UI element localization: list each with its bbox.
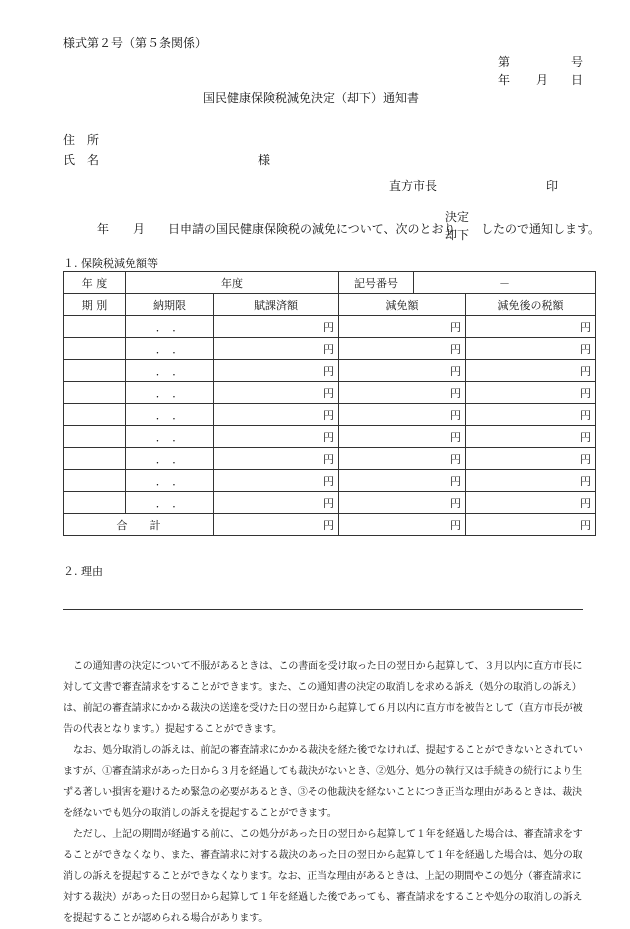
due-date-cell[interactable]: ． ． <box>126 448 214 470</box>
after-reduction-cell[interactable]: 円 <box>466 470 596 492</box>
mayor-title: 直方市長 <box>389 179 438 193</box>
table-row <box>64 338 596 360</box>
reduction-amount-cell[interactable]: 円 <box>339 470 466 492</box>
assessed-amount-cell[interactable]: 円 <box>214 338 339 360</box>
intro-month: 月 <box>133 222 146 236</box>
assessed-amount-cell[interactable]: 円 <box>214 470 339 492</box>
total-after[interactable]: 円 <box>466 514 596 536</box>
date-day: 日 <box>571 73 584 87</box>
table-row <box>64 426 596 448</box>
table-row <box>64 382 596 404</box>
period-cell[interactable] <box>64 492 126 514</box>
column-header: 減免額 <box>339 294 466 316</box>
section2-heading: ２. 理由 <box>63 565 103 578</box>
tax-reduction-table <box>63 271 596 536</box>
table-row <box>64 492 596 514</box>
due-date-cell[interactable]: ． ． <box>126 470 214 492</box>
after-reduction-cell[interactable]: 円 <box>466 338 596 360</box>
after-reduction-cell[interactable]: 円 <box>466 404 596 426</box>
period-cell[interactable] <box>64 470 126 492</box>
column-header: 減免後の税額 <box>466 294 596 316</box>
assessed-amount-cell[interactable]: 円 <box>214 404 339 426</box>
assessed-amount-cell[interactable]: 円 <box>214 426 339 448</box>
total-reduction[interactable]: 円 <box>339 514 466 536</box>
table-row <box>64 448 596 470</box>
table-row <box>64 360 596 382</box>
total-assessed[interactable]: 円 <box>214 514 339 536</box>
document-title: 国民健康保険税減免決定（却下）通知書 <box>203 91 420 105</box>
appeal-notes <box>63 656 585 929</box>
period-cell[interactable] <box>64 426 126 448</box>
period-cell[interactable] <box>64 382 126 404</box>
name-label: 氏 名 <box>63 153 100 167</box>
column-header: 賦課済額 <box>214 294 339 316</box>
period-cell[interactable] <box>64 316 126 338</box>
after-reduction-cell[interactable]: 円 <box>466 448 596 470</box>
assessed-amount-cell[interactable]: 円 <box>214 316 339 338</box>
document-number-suffix: 号 <box>571 55 584 69</box>
table-row <box>64 316 596 338</box>
period-cell[interactable] <box>64 360 126 382</box>
date-month: 月 <box>536 73 549 87</box>
after-reduction-cell[interactable]: 円 <box>466 492 596 514</box>
assessed-amount-cell[interactable]: 円 <box>214 360 339 382</box>
record-number-value[interactable]: － <box>414 272 596 294</box>
reduction-amount-cell[interactable]: 円 <box>339 338 466 360</box>
reduction-amount-cell[interactable]: 円 <box>339 360 466 382</box>
period-cell[interactable] <box>64 404 126 426</box>
due-date-cell[interactable]: ． ． <box>126 338 214 360</box>
assessed-amount-cell[interactable]: 円 <box>214 382 339 404</box>
table-row <box>64 470 596 492</box>
seal-mark: 印 <box>546 179 559 193</box>
table-row <box>64 404 596 426</box>
period-cell[interactable] <box>64 338 126 360</box>
after-reduction-cell[interactable]: 円 <box>466 360 596 382</box>
note-paragraph: ただし、上記の期間が経過する前に、この処分があった日の翌日から起算して１年を経過した場合は、審査請求をすることができなくなり、また、審査請求に対する裁決のあった日の翌日から起算して１年を経過した場合は、処分の取消しの訴えを提起することができなくなります。なお、正当な理由があるときは、上記の期間やこの処分（審査請求に対する裁決）があった日の翌日から起算して１年を経過した後であっても、審査請求をすることや処分の取消しの訴えを提起することが認められる場合があります。 <box>63 829 583 924</box>
date-year: 年 <box>498 73 511 87</box>
fiscal-year-value[interactable]: 年度 <box>126 272 339 294</box>
due-date-cell[interactable]: ． ． <box>126 492 214 514</box>
address-label: 住 所 <box>63 133 100 147</box>
due-date-cell[interactable]: ． ． <box>126 316 214 338</box>
record-number-label: 記号番号 <box>339 272 414 294</box>
reduction-amount-cell[interactable]: 円 <box>339 316 466 338</box>
reduction-amount-cell[interactable]: 円 <box>339 426 466 448</box>
reduction-amount-cell[interactable]: 円 <box>339 404 466 426</box>
decision-choice <box>445 208 469 244</box>
column-header: 納期限 <box>126 294 214 316</box>
total-label: 合 計 <box>64 514 214 536</box>
after-reduction-cell[interactable]: 円 <box>466 426 596 448</box>
due-date-cell[interactable]: ． ． <box>126 382 214 404</box>
note-paragraph: なお、処分取消しの訴えは、前記の審査請求にかかる裁決を経た後でなければ、提起することができないとされていますが、①審査請求があった日から３月を経過しても裁決がないとき、②処分、処分の執行又は手続きの続行により生ずる著しい損害を避けるため緊急の必要があるとき、③その他裁決を経ないことにつき正当な理由があるときは、裁決を経ないでも処分の取消しの訴えを提起することができます。 <box>63 745 583 819</box>
due-date-cell[interactable]: ． ． <box>126 404 214 426</box>
after-reduction-cell[interactable]: 円 <box>466 316 596 338</box>
after-reduction-cell[interactable]: 円 <box>466 382 596 404</box>
rejection-option: 却下 <box>445 228 470 242</box>
intro-ending: したので通知します。 <box>481 222 601 236</box>
fiscal-year-label: 年 度 <box>64 272 126 294</box>
decision-option: 決定 <box>445 210 470 224</box>
column-header: 期 別 <box>64 294 126 316</box>
reduction-amount-cell[interactable]: 円 <box>339 448 466 470</box>
form-number: 様式第２号（第５条関係） <box>63 36 208 50</box>
table-header-row <box>64 294 596 316</box>
period-cell[interactable] <box>64 448 126 470</box>
honorific: 様 <box>258 153 271 167</box>
reduction-amount-cell[interactable]: 円 <box>339 492 466 514</box>
intro-text: 日申請の国民健康保険税の減免について、次のとおり <box>168 222 456 236</box>
intro-year: 年 <box>97 222 110 236</box>
total-row <box>64 514 596 536</box>
due-date-cell[interactable]: ． ． <box>126 360 214 382</box>
assessed-amount-cell[interactable]: 円 <box>214 492 339 514</box>
reason-line[interactable] <box>63 609 583 610</box>
document-number-prefix: 第 <box>498 55 511 69</box>
reduction-amount-cell[interactable]: 円 <box>339 382 466 404</box>
due-date-cell[interactable]: ． ． <box>126 426 214 448</box>
note-paragraph: この通知書の決定について不服があるときは、この書面を受け取った日の翌日から起算して、３月以内に直方市長に対して文書で審査請求をすることができます。また、この通知書の決定の取消しを求める訴え（処分の取消しの訴え）は、前記の審査請求にかかる裁決の送達を受けた日の翌日から起算して６月以内に直方市を被告として（直方市長が被告の代表となります。）提起することができます。 <box>63 661 583 735</box>
assessed-amount-cell[interactable]: 円 <box>214 448 339 470</box>
section1-heading: １. 保険税減免額等 <box>63 257 158 270</box>
table-row <box>64 272 596 294</box>
